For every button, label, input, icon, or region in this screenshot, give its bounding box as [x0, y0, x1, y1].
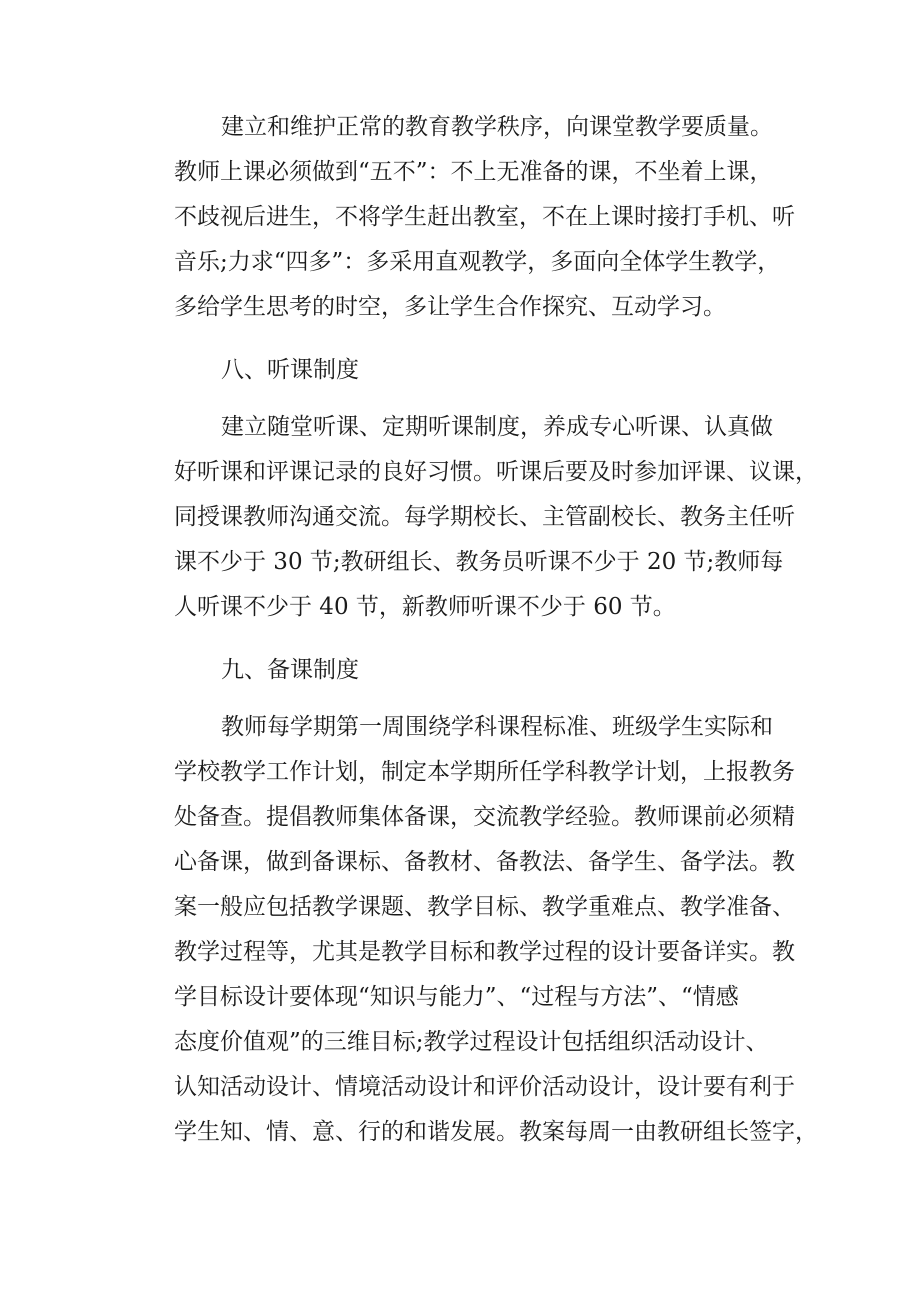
text-line: 教师每学期第一周围绕学科课程标准、班级学生实际和 [221, 714, 773, 740]
text-line: 心备课，做到备课标、备教材、备教法、备学生、备学法。教 [174, 849, 795, 875]
text-line: 案一般应包括教学课题、教学目标、教学重难点、教学准备、 [174, 894, 795, 920]
text-line: 态度价值观”的三维目标;教学过程设计包括组织活动设计、 [174, 1029, 769, 1055]
section-heading-lesson-observation: 八、听课制度 [221, 357, 359, 383]
text-line: 音乐;力求“四多”：多采用直观教学，多面向全体学生教学， [174, 249, 781, 275]
paragraph-lesson-preparation [174, 708, 818, 1158]
text-line: 学校教学工作计划，制定本学期所任学科教学计划，上报教务 [174, 759, 795, 785]
text-line: 好听课和评课记录的良好习惯。听课后要及时参加评课、议课， [174, 459, 818, 485]
text-line: 不歧视后进生，不将学生赶出教室，不在上课时接打手机、听 [174, 204, 795, 230]
text-line: 教师上课必须做到“五不”：不上无准备的课，不坐着上课， [174, 159, 773, 185]
text-line: 建立随堂听课、定期听课制度，养成专心听课、认真做 [221, 414, 773, 440]
text-line: 人听课不少于 40 节，新教师听课不少于 60 节。 [174, 594, 676, 620]
text-line: 认知活动设计、情境活动设计和评价活动设计，设计要有利于 [174, 1074, 795, 1100]
text-line: 同授课教师沟通交流。每学期校长、主管副校长、教务主任听 [174, 504, 795, 530]
text-line: 多给学生思考的时空，多让学生合作探究、互动学习。 [174, 294, 726, 320]
paragraph-classroom-order [174, 108, 795, 333]
document-body [174, 108, 818, 1158]
text-line: 学生知、情、意、行的和谐发展。教案每周一由教研组长签字， [174, 1119, 818, 1145]
text-line: 课不少于 30 节;教研组长、教务员听课不少于 20 节;教师每 [174, 549, 784, 575]
text-line: 建立和维护正常的教育教学秩序，向课堂教学要质量。 [221, 114, 773, 140]
section-heading-lesson-preparation: 九、备课制度 [221, 657, 359, 683]
paragraph-lesson-observation [174, 408, 818, 633]
text-line: 处备查。提倡教师集体备课，交流教学经验。教师课前必须精 [174, 804, 795, 830]
text-line: 教学过程等，尤其是教学目标和教学过程的设计要备详实。教 [174, 939, 795, 965]
text-line: 学目标设计要体现“知识与能力”、“过程与方法”、“情感 [174, 984, 739, 1010]
